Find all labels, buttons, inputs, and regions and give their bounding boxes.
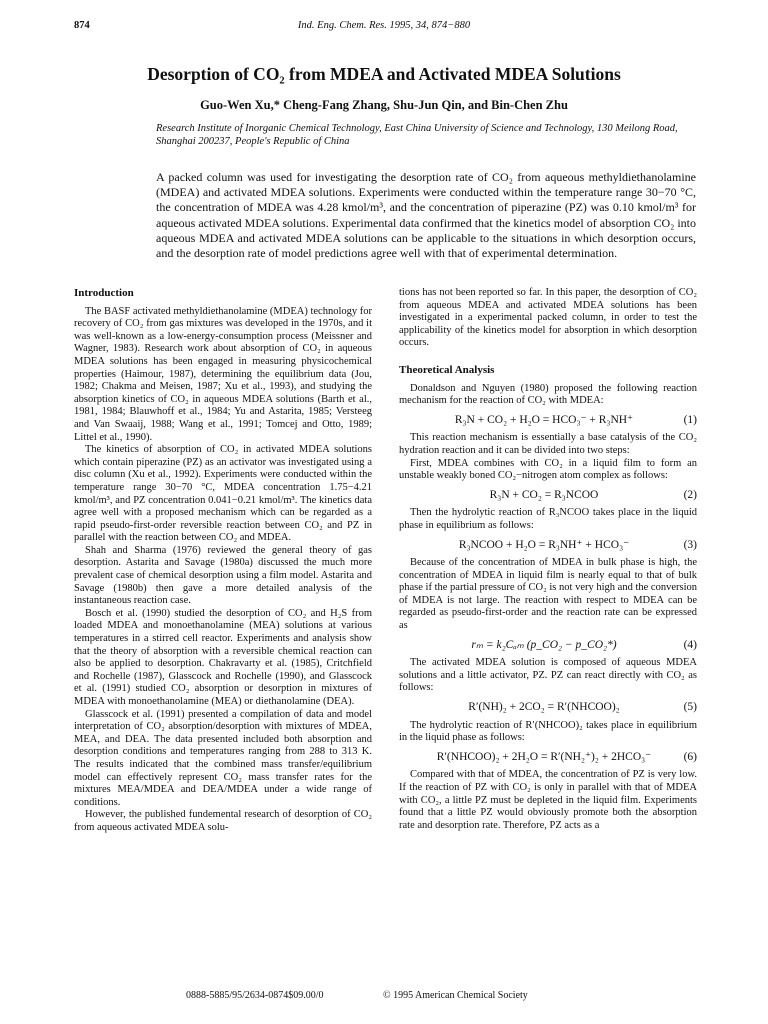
paragraph: Shah and Sharma (1976) reviewed the general theory of gas desorption. Astarita and Savage (1980a) discussed the much more prevalent case of chemical desorption using a film model. Astarita and Savage (1980b) then gave a more detailed analysis of the instantaneous reaction case.: [74, 544, 372, 607]
journal-citation: Ind. Eng. Chem. Res. 1995, 34, 874−880: [297, 20, 471, 31]
equation-number: (6): [683, 750, 697, 763]
equation-number: (4): [683, 638, 697, 651]
equation-expression: R₃N + CO₂ = R₃NCOO: [489, 488, 599, 501]
paragraph: Bosch et al. (1990) studied the desorption of CO₂ and H₂S from loaded MDEA and monoethanolamine (MEA) solutions at various temperatures in a stirred cell reactor. Experiments and analysis show that the theory of absorption with a reversible chemical reaction can also be applied to desorption. Chakravarty et al. (1985), Critchfield and Rochelle (1987), Glasscock and Rochelle (1990), and Glasscock et al. (1991) studied CO₂ absorption or desorption in mixtures of MDEA with monoethanolamine (MEA) or diethanolamine (DEA).: [74, 607, 372, 707]
paragraph: The activated MDEA solution is composed of aqueous MDEA solutions and a little activator, PZ. PZ can react directly with CO₂ as follows:: [399, 657, 697, 694]
left-column: [74, 287, 372, 835]
running-header: [74, 20, 694, 38]
paragraph: This reaction mechanism is essentially a base catalysis of the CO₂ hydration reaction and it can be divided into two steps:: [399, 432, 697, 456]
equation-2: [399, 489, 697, 502]
paragraph: However, the published fundemental research of desorption of CO₂ from aqueous activated MDEA solu-: [74, 809, 372, 833]
equation-expression: R′(NH)₂ + 2CO₂ = R′(NHCOO)₂: [468, 701, 620, 714]
equation-expression: R₃N + CO₂ + H₂O = HCO₃⁻ + R₃NH⁺: [454, 413, 634, 426]
paragraph: The kinetics of absorption of CO₂ in activated MDEA solutions which contain piperazine (PZ) as an activator was investigated using a disc column (Xu et al., 1992). Experiments were conducted within the temperature range 30−70 °C, MDEA concentration 1.75−4.21 kmol/m³, and PZ concentration 0.041−0.21 kmol/m³. The kinetics data agree well with a proposed mechanism which can be regarded as a rapid pseudo-first-order reversible reaction between CO₂ and PZ in parallel with the reaction between CO₂ and MDEA.: [74, 444, 372, 544]
equation-expression: R₃NCOO + H₂O = R₃NH⁺ + HCO₃⁻: [458, 538, 630, 551]
section-heading-theoretical-analysis: Theoretical Analysis: [399, 363, 495, 376]
paragraph: Because of the concentration of MDEA in bulk phase is high, the concentration of MDEA in liquid film is nearly equal to that of bulk phase if the partial pressure of CO₂ is not very high and the conversion of MDEA is not large. The reaction with respect to MDEA can be regarded as pseudo-first-order and the reaction rate can be expressed as: [399, 557, 697, 632]
equation-number: (1): [683, 413, 697, 426]
paragraph: The BASF activated methyldiethanolamine (MDEA) technology for recovery of CO₂ from gas mixtures was developed in the 1970s, and it was well-known as a low-energy-consumption process (Meissner and Wagner, 1983). Research work about absorption of CO₂ in aqueous MDEA solutions has been engaged in measuring physicochemical properties (Haimour, 1987), determining the equilibrium data (Jou, 1982; Chakma and Meisen, 1987; Xu et al., 1993), and studying the absorption kinetics of CO₂ in aqueous MDEA solutions (Barth et al., 1981, 1984; Blauwhoff et al., 1984; Yu and Astarita, 1985; Versteeg and Van Swaaij, 1988; Wang et al., 1991; Tomcej and Otto, 1989; Littel et al., 1990).: [74, 305, 372, 443]
section-heading-introduction: Introduction: [74, 287, 134, 299]
paragraph: Then the hydrolytic reaction of R₃NCOO takes place in the liquid phase in equilibrium as follows:: [399, 507, 697, 531]
equation-expression: R′(NHCOO)₂ + 2H₂O = R′(NH₂⁺)₂ + 2HCO₃⁻: [436, 750, 652, 763]
paragraph: Glasscock et al. (1991) presented a compilation of data and model interpretation of CO₂ absorption/desorption with mixtures of MDEA, MEA, and DEA. The data presented included both absorption and desorption conditions and temperatures ranging from 288 to 313 K. The results indicated that the combined mass transfer/equilibrium model can effectively represent CO₂ mass transfer rates for the mixtures MEA/MDEA and DEA/MDEA under a wide range of conditions.: [74, 708, 372, 808]
paragraph: Compared with that of MDEA, the concentration of PZ is very low. If the reaction of PZ with CO₂ is only in parallel with that of MDEA with CO₂, a little PZ must be depleted in the liquid film. Experiments found that a little PZ would obviously promote both the absorption rate and desorption rate. Therefore, PZ acts as a: [399, 769, 697, 831]
abstract: A packed column was used for investigating the desorption rate of CO₂ from aqueous methyldiethanolamine (MDEA) and activated MDEA solutions. Experiments were conducted within the temperature range 30−70 °C, the concentration of MDEA was 4.28 kmol/m³, and the concentration of piperazine (PZ) was 0.10 kmol/m³ for aqueous activated MDEA solutions. Experimental data confirmed that the kinetics model of absorption CO₂ into aqueous MDEA and activated MDEA solutions can be applicable to the situations in which desorption occurs, and the desorption rate of model predictions agree well with that of experimental determination.: [156, 170, 696, 261]
right-column: [399, 287, 697, 832]
author-list: Guo-Wen Xu,* Cheng-Fang Zhang, Shu-Jun Qin, and Bin-Chen Zhu: [200, 98, 568, 112]
equation-3: [399, 539, 697, 552]
paragraph: Donaldson and Nguyen (1980) proposed the following reaction mechanism for the reaction of CO₂ with MDEA:: [399, 382, 697, 407]
equation-expression: rₘ = k₂Cₐₘ (p_CO₂ − p_CO₂*): [471, 638, 617, 651]
equation-4: [399, 639, 697, 652]
equation-5: [399, 701, 697, 714]
affiliation: Research Institute of Inorganic Chemical Technology, East China University of Science and Technology, 130 Meilong Road, Shanghai 200237, People's Republic of China: [156, 123, 678, 147]
paragraph: tions has not been reported so far. In this paper, the desorption of CO₂ from aqueous MDEA and activated MDEA solutions has been investigated in a experimental packed column, in order to test the applicability of the kinetics model for absorption in which desorption occurs.: [399, 287, 697, 349]
equation-number: (5): [683, 701, 697, 714]
article-title: Desorption of CO₂ from MDEA and Activated MDEA Solutions: [147, 64, 621, 84]
page-number: 874: [74, 20, 90, 31]
paragraph: The hydrolytic reaction of R′(NHCOO)₂ takes place in equilibrium in the liquid phase as follows:: [399, 719, 697, 744]
equation-number: (2): [683, 488, 697, 501]
issn-code: 0888-5885/95/2634-0874$09.00/0: [186, 990, 324, 1001]
equation-1: [399, 414, 697, 427]
equation-number: (3): [683, 538, 697, 551]
copyright-notice: © 1995 American Chemical Society: [383, 990, 528, 1001]
equation-6: [399, 751, 697, 764]
paragraph: First, MDEA combines with CO₂ in a liquid film to form an unstable weakly boned CO₂−nitrogen atom complex as follows:: [399, 457, 697, 482]
